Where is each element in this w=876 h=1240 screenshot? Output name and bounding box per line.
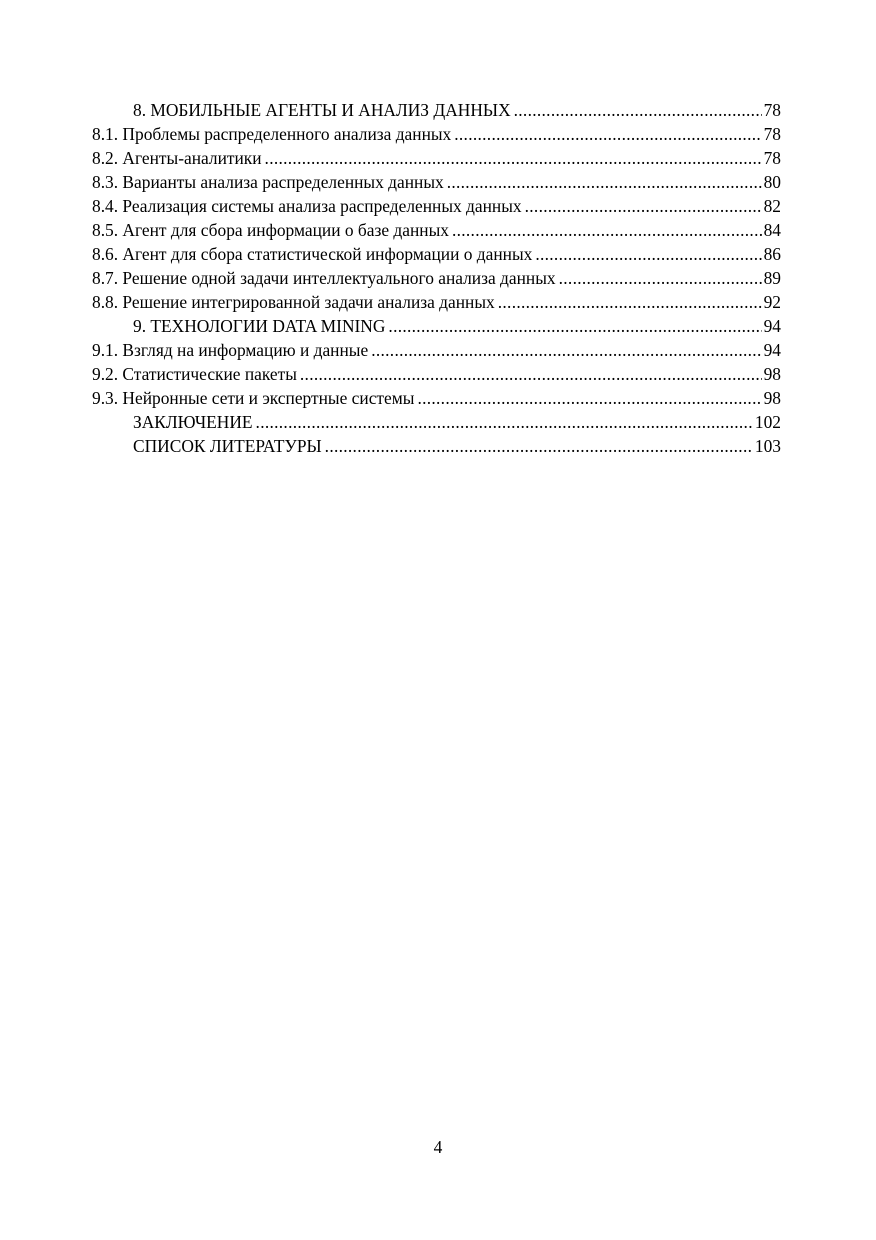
toc-entry-title: 8.6. Агент для сбора статистической информации о данных: [92, 244, 533, 264]
toc-leader-dots: [300, 362, 762, 386]
toc-entry-page: 94: [763, 316, 781, 336]
toc-section-8-1: [92, 122, 781, 146]
toc-leader-dots: [498, 290, 762, 314]
toc-entry-page: 78: [763, 148, 781, 168]
toc-section-9-2: [92, 362, 781, 386]
toc-section-8-6: [92, 242, 781, 266]
toc-conclusion: [92, 410, 781, 434]
toc-references: [92, 434, 781, 458]
toc-entry-title: ЗАКЛЮЧЕНИЕ: [133, 412, 253, 432]
toc-chapter-9: [92, 314, 781, 338]
toc-section-8-3: [92, 170, 781, 194]
toc-entry-title: 9. ТЕХНОЛОГИИ DATA MINING: [133, 316, 386, 336]
toc-leader-dots: [454, 122, 761, 146]
toc-entry-title: 8.2. Агенты-аналитики: [92, 148, 262, 168]
toc-section-9-1: [92, 338, 781, 362]
toc-leader-dots: [417, 386, 761, 410]
toc-section-8-2: [92, 146, 781, 170]
toc-entry-title: 8.3. Варианты анализа распределенных данных: [92, 172, 444, 192]
toc-entry-page: 94: [763, 340, 781, 360]
toc-section-8-4: [92, 194, 781, 218]
toc-section-8-5: [92, 218, 781, 242]
toc-entry-title: 9.1. Взгляд на информацию и данные: [92, 340, 369, 360]
toc-entry-title: 8. МОБИЛЬНЫЕ АГЕНТЫ И АНАЛИЗ ДАННЫХ: [133, 100, 511, 120]
toc-leader-dots: [256, 410, 753, 434]
toc-entry-title: 9.2. Статистические пакеты: [92, 364, 297, 384]
toc-chapter-8: [92, 98, 781, 122]
toc-leader-dots: [371, 338, 761, 362]
toc-leader-dots: [559, 266, 762, 290]
toc-entry-page: 103: [754, 436, 781, 456]
page-number: 4: [433, 1137, 443, 1157]
toc-entry-page: 78: [763, 124, 781, 144]
toc-leader-dots: [325, 434, 753, 458]
toc-entry-title: СПИСОК ЛИТЕРАТУРЫ: [133, 436, 322, 456]
toc-leader-dots: [535, 242, 761, 266]
toc-leader-dots: [514, 98, 762, 122]
toc-entry-page: 92: [763, 292, 781, 312]
toc-entry-title: 9.3. Нейронные сети и экспертные системы: [92, 388, 415, 408]
toc-entry-page: 80: [763, 172, 781, 192]
toc-entry-page: 98: [763, 364, 781, 384]
toc-entry-page: 86: [763, 244, 781, 264]
toc-entry-title: 8.8. Решение интегрированной задачи анализа данных: [92, 292, 495, 312]
toc-entry-title: 8.1. Проблемы распределенного анализа данных: [92, 124, 452, 144]
toc-leader-dots: [525, 194, 762, 218]
toc-entry-title: 8.4. Реализация системы анализа распределенных данных: [92, 196, 522, 216]
toc-leader-dots: [447, 170, 762, 194]
toc-section-8-7: [92, 266, 781, 290]
toc-entry-page: 84: [763, 220, 781, 240]
toc-leader-dots: [452, 218, 762, 242]
toc-entry-page: 89: [763, 268, 781, 288]
toc-leader-dots: [265, 146, 762, 170]
toc-section-9-3: [92, 386, 781, 410]
toc-entry-page: 82: [763, 196, 781, 216]
table-of-contents: [92, 98, 781, 458]
toc-entry-page: 98: [763, 388, 781, 408]
toc-entry-title: 8.5. Агент для сбора информации о базе данных: [92, 220, 449, 240]
toc-leader-dots: [388, 314, 761, 338]
toc-entry-page: 102: [754, 412, 781, 432]
toc-entry-title: 8.7. Решение одной задачи интеллектуального анализа данных: [92, 268, 556, 288]
toc-section-8-8: [92, 290, 781, 314]
toc-entry-page: 78: [763, 100, 781, 120]
